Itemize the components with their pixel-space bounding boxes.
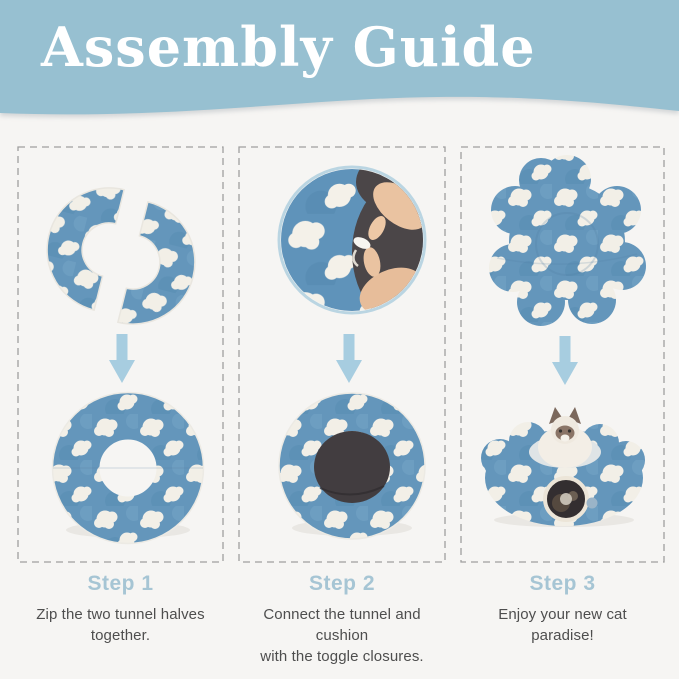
page-title: Assembly Guide — [41, 15, 536, 79]
dashed-border — [460, 146, 665, 563]
dashed-border — [238, 146, 446, 563]
dashed-border — [17, 146, 224, 563]
step-3-panel — [460, 146, 665, 563]
step-1-heading: Step 1 — [87, 572, 154, 595]
step-2-caption — [238, 572, 446, 667]
step-3-text-line-2: paradise! — [531, 627, 594, 644]
step-2-text-line-2: with the toggle closures. — [260, 648, 424, 665]
step-2-heading: Step 2 — [308, 572, 376, 595]
step-3-text-line-1: Enjoy your new cat — [498, 606, 627, 623]
step-3-caption — [460, 572, 665, 646]
step-2-panel — [238, 146, 446, 563]
header-banner — [0, 0, 679, 140]
step-1-caption — [17, 572, 224, 646]
step-3-heading: Step 3 — [529, 572, 596, 595]
step-1-panel — [17, 146, 224, 563]
step-1-text-line-2: together. — [90, 627, 151, 644]
step-2-text-line-1: Connect the tunnel and cushion — [263, 606, 421, 644]
step-1-text-line-1: Zip the two tunnel halves — [36, 606, 205, 623]
